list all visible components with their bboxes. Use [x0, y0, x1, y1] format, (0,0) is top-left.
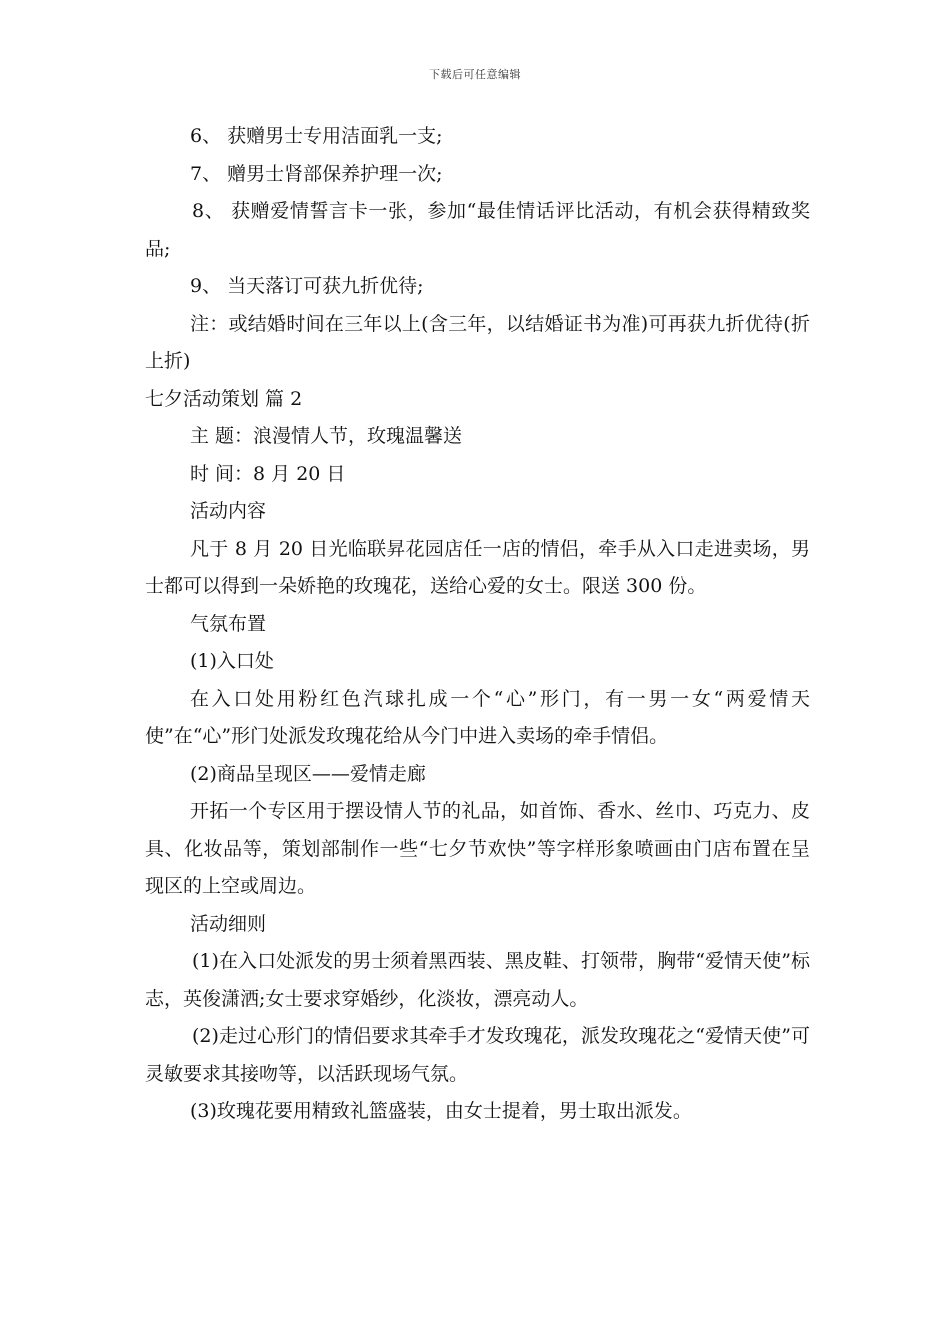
- paragraph-item-8: 8、 获赠爱情誓言卡一张，参加“最佳情话评比活动，有机会获得精致奖品;: [145, 200, 810, 260]
- paragraph-activity-description: 凡于 8 月 20 日光临联昇花园店任一店的情侣，牵手从入口走进卖场，男士都可以得到一朵娇艳的玫瑰花，送给心爱的女士。限送 300 份。: [145, 537, 810, 597]
- paragraph-theme: 主 题：浪漫情人节，玫瑰温馨送: [190, 425, 463, 447]
- paragraph-rule-3: (3)玫瑰花要用精致礼篮盛装，由女士提着，男士取出派发。: [190, 1100, 692, 1122]
- paragraph-time: 时 间：8 月 20 日: [190, 462, 346, 485]
- section-heading: 七夕活动策划 篇 2: [145, 387, 303, 410]
- paragraph-item-6: 6、 获赠男士专用洁面乳一支;: [190, 125, 443, 147]
- paragraph-item-9: 9、 当天落订可获九折优待;: [190, 275, 424, 297]
- paragraph-rule-2: (2)走过心形门的情侣要求其牵手才发玫瑰花，派发玫瑰花之“爱情天使”可灵敏要求其接吻等，以活跃现场气氛。: [145, 1025, 810, 1085]
- subheading-entrance: (1)入口处: [190, 650, 274, 672]
- subheading-activity-rules: 活动细则: [190, 912, 267, 935]
- subheading-display-area: (2)商品呈现区——爱情走廊: [190, 762, 426, 785]
- paragraph-display-description: 开拓一个专区用于摆设情人节的礼品，如首饰、香水、丝巾、巧克力、皮具、化妆品等，策划部制作一些“七夕节欢快”等字样形象喷画由门店布置在呈现区的上空或周边。: [145, 800, 810, 897]
- document-body: [145, 118, 810, 1131]
- subheading-activity-content: 活动内容: [190, 500, 267, 522]
- paragraph-note: 注：或结婚时间在三年以上(含三年，以结婚证书为准)可再获九折优待(折上折): [145, 312, 810, 372]
- paragraph-rule-1: (1)在入口处派发的男士须着黑西装、黑皮鞋、打领带，胸带“爱情天使”标志，英俊潇洒;女士要求穿婚纱，化淡妆，漂亮动人。: [145, 950, 810, 1010]
- page-header: 下载后可任意编辑: [429, 68, 521, 81]
- paragraph-item-7: 7、 赠男士肾部保养护理一次;: [190, 162, 443, 185]
- subheading-atmosphere: 气氛布置: [190, 612, 267, 635]
- paragraph-entrance-description: 在入口处用粉红色汽球扎成一个“心”形门，有一男一女“两爱情天使”在“心”形门处派发玫瑰花给从今门中进入卖场的牵手情侣。: [145, 687, 810, 747]
